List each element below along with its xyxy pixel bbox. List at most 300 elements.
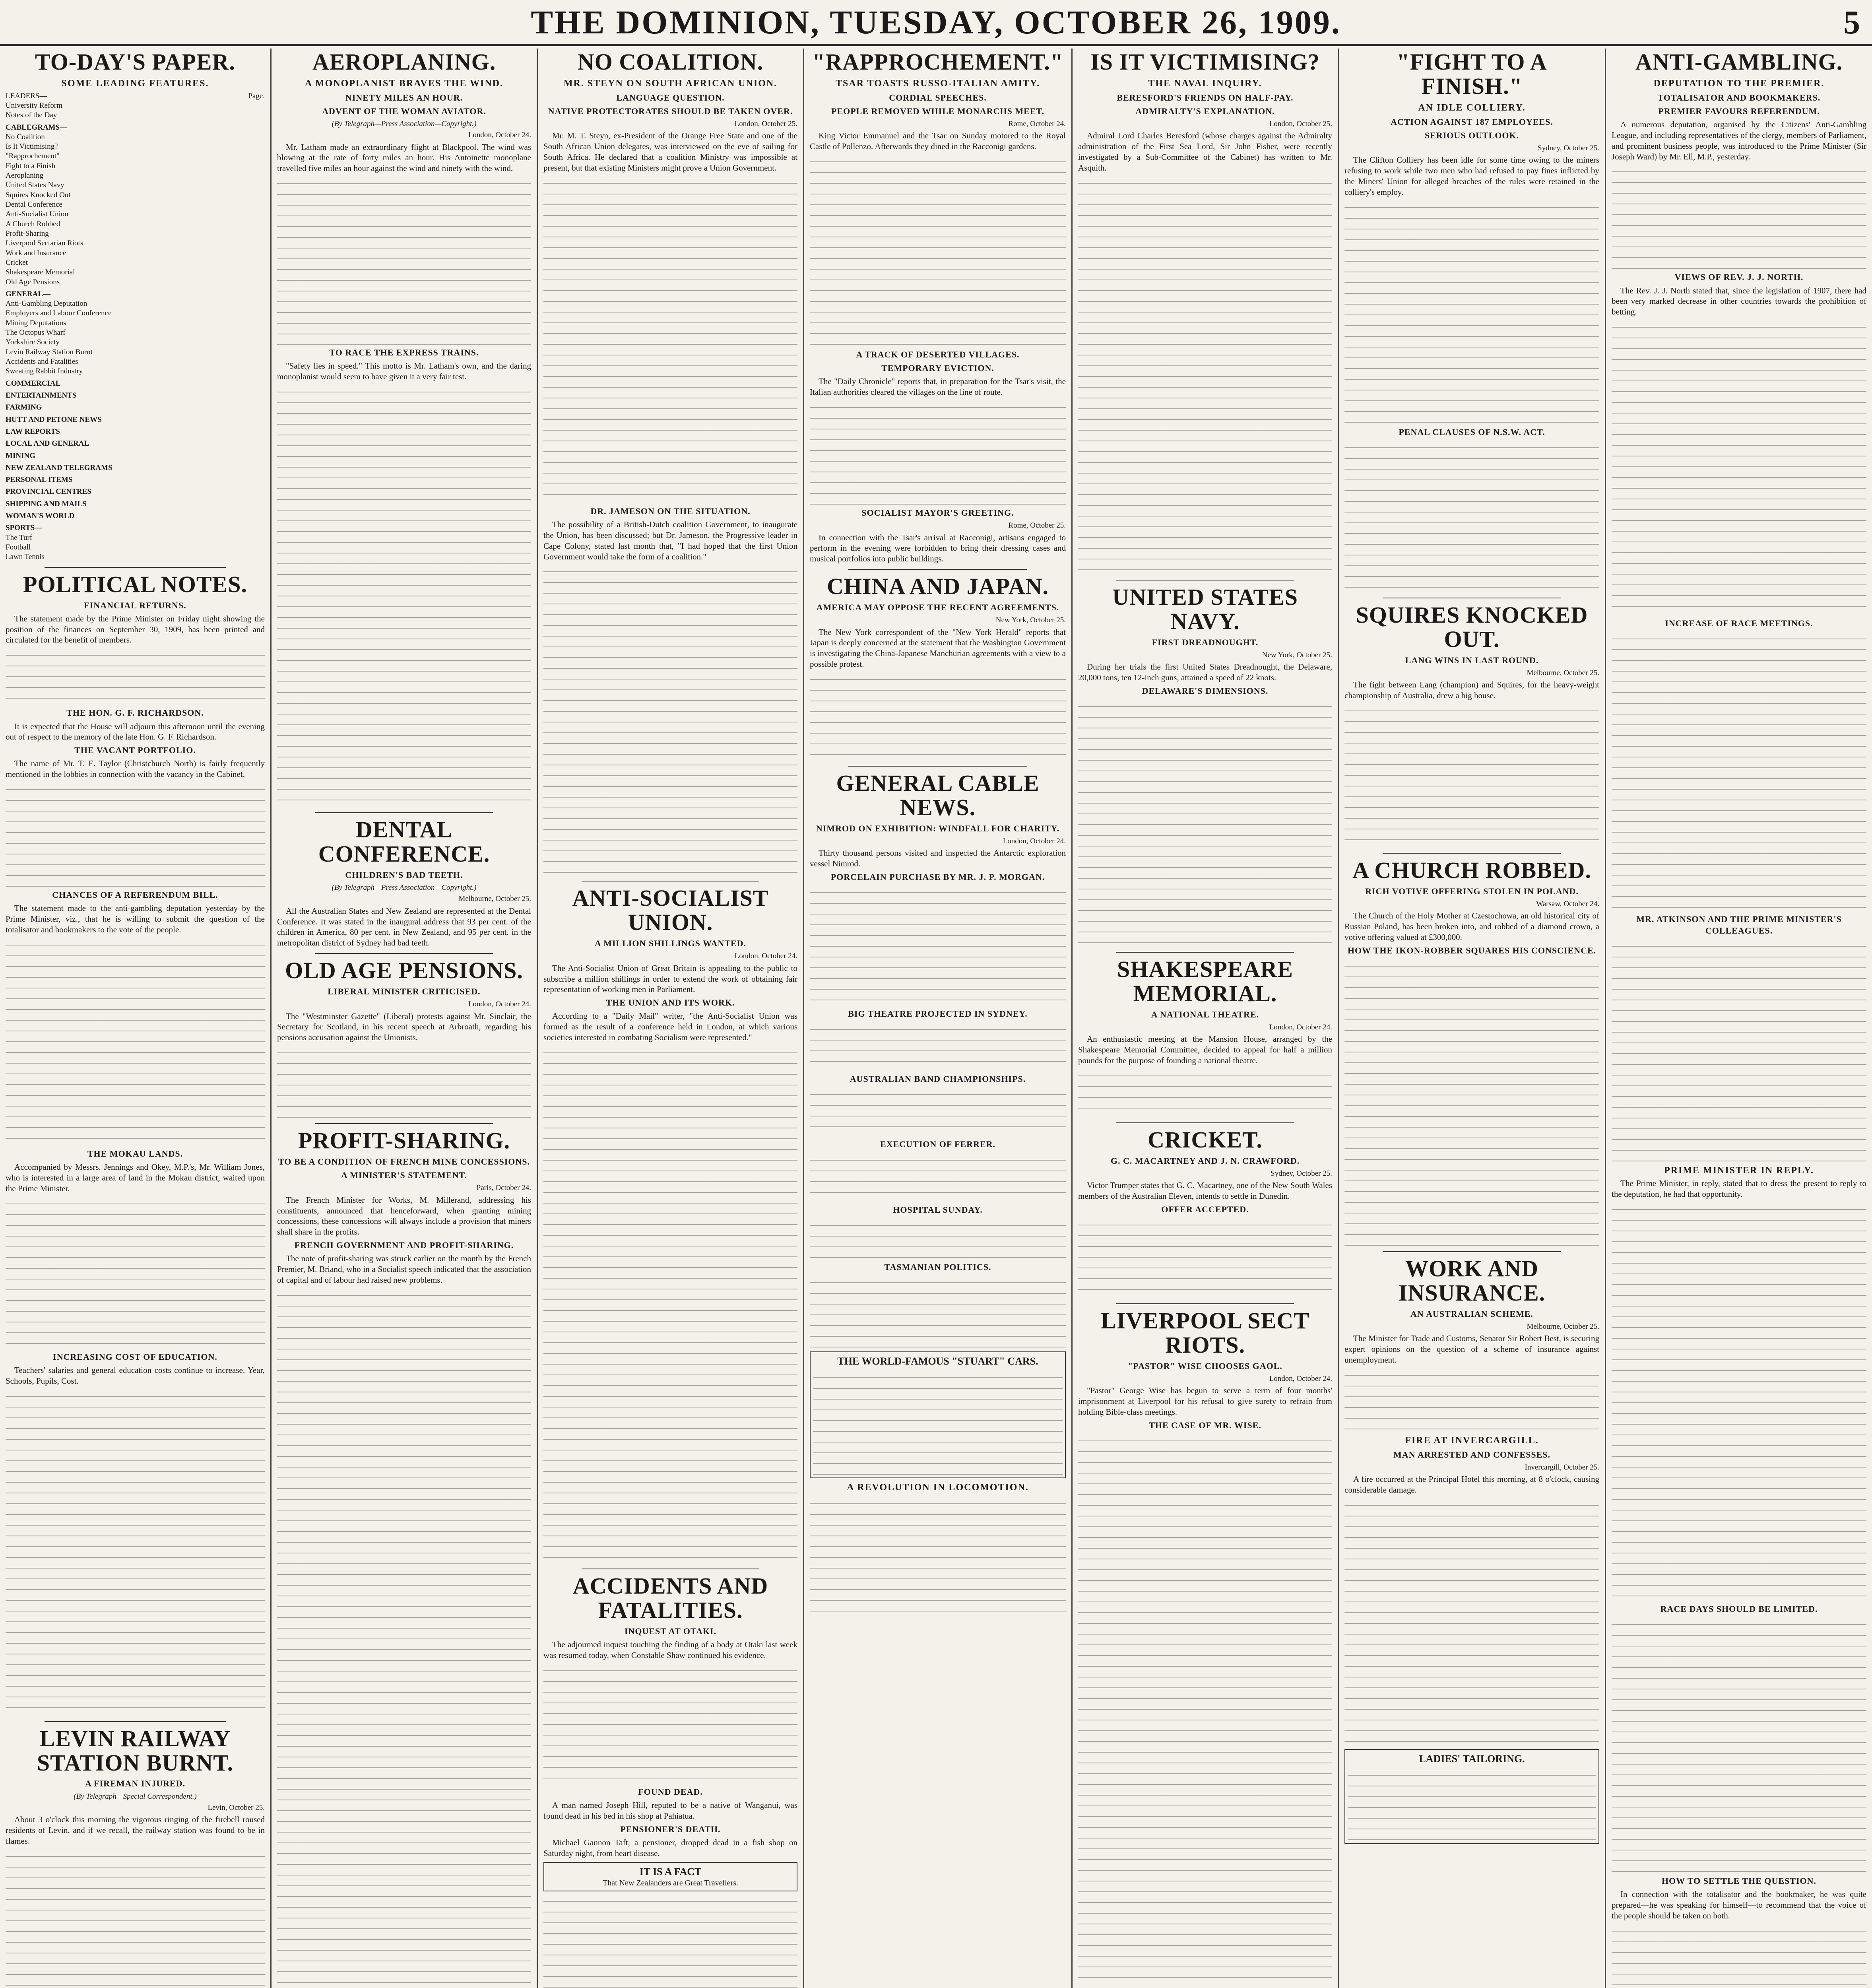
index-item-label: Lawn Tennis xyxy=(6,553,45,561)
lang-wins-subheading: LANG WINS IN LAST ROUND. xyxy=(1405,655,1539,665)
invercargill-text: A fire occurred at the Principal Hotel this morning, at 8 o'clock, causing considerable damage. xyxy=(1344,1474,1599,1495)
index-item xyxy=(6,171,265,181)
people-removed-subheading: PEOPLE REMOVED WHILE MONARCHS MEET. xyxy=(831,106,1044,116)
old-age-pensions-heading: OLD AGE PENSIONS. xyxy=(285,957,523,984)
million-shillings-subheading: A MILLION SHILLINGS WANTED. xyxy=(594,938,747,949)
divider xyxy=(848,569,1028,570)
ad-title: IT IS A FACT xyxy=(639,1866,702,1877)
aeroplaning-heading: AEROPLANING. xyxy=(312,49,496,75)
education-subheading: INCREASING COST OF EDUCATION. xyxy=(53,1351,217,1362)
article-text-lines xyxy=(1612,1204,1866,1601)
index-item-label: United States Navy xyxy=(6,181,64,190)
index-item-label: Is It Victimising? xyxy=(6,142,58,151)
language-question-subheading: LANGUAGE QUESTION. xyxy=(616,92,725,103)
index-item-label: Football xyxy=(6,543,31,552)
index-section-label xyxy=(6,511,265,521)
levin-fire-heading: LEVIN RAILWAY STATION BURNT. xyxy=(37,1725,234,1776)
article-text-lines xyxy=(1078,1435,1332,1988)
article-text-lines xyxy=(6,1850,265,1988)
shakespeare-heading: SHAKESPEARE MEMORIAL. xyxy=(1117,956,1293,1006)
column-2 xyxy=(270,49,537,1988)
tsar-toasts-subheading: TSAR TOASTS RUSSO-ITALIAN AMITY. xyxy=(836,78,1040,89)
index-item-label: PROVINCIAL CENTRES xyxy=(6,487,91,496)
divider xyxy=(1116,952,1294,953)
cordial-speeches-subheading: CORDIAL SPEECHES. xyxy=(889,92,987,103)
article-text-lines xyxy=(810,1089,1066,1136)
jameson-subheading: DR. JAMESON ON THE SITUATION. xyxy=(590,506,751,516)
column-1 xyxy=(0,49,270,1988)
article-text-lines xyxy=(1078,701,1332,947)
index-item-label: Aeroplaning xyxy=(6,171,43,180)
index-section-label xyxy=(6,403,265,412)
china-japan-text: The New York correspondent of the "New York Herald" reports that Japan is deeply concerned at the statement that the Washington Government is investigating the China-Japanese Manchurian agreements with a view to a possible protest. xyxy=(810,627,1066,669)
index-item-label: MINING xyxy=(6,451,35,460)
article-text-lines xyxy=(1344,1369,1599,1433)
article-text-lines xyxy=(277,386,531,808)
woman-aviator-subheading: ADVENT OF THE WOMAN AVIATOR. xyxy=(322,106,486,116)
jameson-text: The possibility of a British-Dutch coalition Government, to inaugurate the Union, has been discussed; but Dr. Jameson, the Progressive leader in Cape Colony, stated last month that, "I had hoped that the first Union Government would take the form of a coalition." xyxy=(543,519,797,561)
ad-text-lines xyxy=(1348,1769,1596,1841)
deserted-villages-text: The "Daily Chronicle" reports that, in preparation for the Tsar's visit, the Italian authorities cleared the villages on the line of route. xyxy=(810,377,1066,397)
tailoring-advertisement xyxy=(1344,1749,1599,1844)
anti-gambling-text: A numerous deputation, organised by the Citizens' Anti-Gambling League, and including representatives of the clergy, members of Parliament, and prominent business people, was introduced to the Prime Minister (Sir Joseph Ward) by Mr. Ell, M.P., yesterday. xyxy=(1612,119,1866,161)
masthead xyxy=(0,0,1872,46)
church-robbed-text: The Church of the Holy Mother at Czestochowa, an old historical city of Russian Poland, has been broken into, and robbed of a diamond crown, a votive offering valued at £300,000. xyxy=(1344,911,1599,942)
article-text-lines xyxy=(810,1277,1066,1348)
dateline: Sydney, October 25. xyxy=(1538,144,1599,152)
index-item-label: Old Age Pensions xyxy=(6,278,60,286)
index-item xyxy=(6,367,265,376)
insurance-text: The Minister for Trade and Customs, Senator Sir Robert Best, is securing expert opinions on the question of a scheme of insurance against unemployment. xyxy=(1344,1334,1599,1365)
index-item-label: Profit-Sharing xyxy=(6,229,49,238)
todays-paper-heading: TO-DAY'S PAPER. xyxy=(35,49,235,75)
ad-title: THE WORLD-FAMOUS "STUART" CARS. xyxy=(837,1355,1038,1367)
index-item-label: Levin Railway Station Burnt xyxy=(6,348,93,356)
article-text-lines xyxy=(1078,1070,1332,1118)
column-7 xyxy=(1605,49,1872,1988)
index-section-label xyxy=(6,451,265,461)
article-text-lines xyxy=(810,156,1066,347)
index-section-label xyxy=(6,523,265,533)
dateline: Paris, October 24. xyxy=(476,1184,531,1192)
column-3 xyxy=(537,49,803,1988)
native-protectorates-subheading: NATIVE PROTECTORATES SHOULD BE TAKEN OVER. xyxy=(548,106,793,116)
article-text-lines xyxy=(1344,960,1599,1246)
index-header xyxy=(6,91,265,101)
french-government-text: The note of profit-sharing was struck earlier on the month by the French Premier, M. Briand, who in a Socialist speech indicated that the association of capital and of labour had raised new problems. xyxy=(277,1254,531,1285)
index-item-label: CABLEGRAMS— xyxy=(6,123,68,132)
article-text-lines xyxy=(6,784,265,887)
financial-returns-subheading: FINANCIAL RETURNS. xyxy=(84,600,186,610)
article-text-lines xyxy=(277,1289,531,1988)
byline: (By Telegraph—Press Association—Copyright.) xyxy=(332,119,477,128)
dateline: New York, October 25. xyxy=(995,616,1066,625)
nimrod-subheading: NIMROD ON EXHIBITION: WINDFALL FOR CHARITY. xyxy=(816,823,1060,833)
north-views-subheading: VIEWS OF REV. J. J. NORTH. xyxy=(1674,272,1804,282)
index-item-label: Sweating Rabbit Industry xyxy=(6,367,83,376)
fireman-injured-subheading: A FIREMAN INJURED. xyxy=(85,1778,186,1789)
index-section-label xyxy=(6,379,265,388)
political-notes-heading: POLITICAL NOTES. xyxy=(23,571,247,597)
profit-sharing-text: The French Minister for Works, M. Millerand, addressing his constituents, announced that henceforward, when granting mining concessions, these concessions will always include a provision that miners shall share in the profits. xyxy=(277,1195,531,1237)
divider xyxy=(315,812,493,813)
index-item-label: The Octopus Wharf xyxy=(6,328,66,337)
index-item-label: GENERAL— xyxy=(6,289,50,298)
rapprochement-heading: "RAPPROCHEMENT." xyxy=(812,49,1063,75)
divider xyxy=(1383,1251,1561,1252)
dateline: London, October 24. xyxy=(734,952,797,961)
index-section-label xyxy=(6,487,265,497)
offer-accepted-subheading: OFFER ACCEPTED. xyxy=(1161,1204,1249,1214)
us-navy-text: During her trials the first United States Dreadnought, the Delaware, 20,000 tons, ten 12-inch guns, attained a speed of 22 knots. xyxy=(1078,662,1332,682)
votive-offering-subheading: RICH VOTIVE OFFERING STOLEN IN POLAND. xyxy=(1365,886,1579,896)
union-work-subheading: THE UNION AND ITS WORK. xyxy=(606,998,735,1008)
atkinson-subheading: MR. ATKINSON AND THE PRIME MINISTER'S COLLEAGUES. xyxy=(1636,914,1842,936)
index-item xyxy=(6,219,265,229)
dateline: Melbourne, October 25. xyxy=(1527,668,1599,677)
dateline: London, October 25. xyxy=(1269,119,1332,128)
minister-criticised-subheading: LIBERAL MINISTER CRITICISED. xyxy=(328,986,481,997)
index-item-label: ENTERTAINMENTS xyxy=(6,391,77,400)
dateline: New York, October 25. xyxy=(1262,650,1332,659)
dateline: Rome, October 25. xyxy=(1008,521,1066,530)
article-text-lines xyxy=(1344,1499,1599,1746)
inquest-text: The adjourned inquest touching the finding of a body at Otaki last week was resumed today, when Constable Shaw continued his evidence. xyxy=(543,1639,797,1660)
profit-sharing-heading: PROFIT-SHARING. xyxy=(298,1128,510,1154)
index-section-label xyxy=(6,439,265,448)
totalisator-subheading: TOTALISATOR AND BOOKMAKERS. xyxy=(1657,92,1821,103)
ad-title: LADIES' TAILORING. xyxy=(1419,1753,1525,1765)
index-item-label: Yorkshire Society xyxy=(6,338,60,347)
dateline: London, October 24. xyxy=(468,1000,531,1009)
express-trains-subheading: TO RACE THE EXPRESS TRAINS. xyxy=(329,348,479,358)
tasmanian-politics-subheading: TASMANIAN POLITICS. xyxy=(884,1262,991,1272)
morgan-subheading: PORCELAIN PURCHASE BY MR. J. P. MORGAN. xyxy=(830,872,1045,882)
index-item xyxy=(6,258,265,268)
index-item xyxy=(6,338,265,347)
article-text-lines xyxy=(6,1390,265,1716)
article-text-lines xyxy=(6,649,265,705)
index-item-label: No Coalition xyxy=(6,132,45,141)
dental-text: All the Australian States and New Zealand are represented at the Dental Conference. It was stated in the inaugural address that 93 per cent. of the children in America, 80 per cent. in New Zealand, and 95 per cent. in the metropolitan district of Sydney had bad teeth. xyxy=(277,906,531,948)
index-item-label: Mining Deputations xyxy=(6,318,66,327)
vacant-portfolio-subheading: THE VACANT PORTFOLIO. xyxy=(74,745,196,755)
index-item-label: Cricket xyxy=(6,258,28,267)
index-item-label: Accidents and Fatalities xyxy=(6,357,78,366)
index-section-label xyxy=(6,427,265,437)
levin-fire-text: About 3 o'clock this morning the vigorous ringing of the firebell roused residents of Levin, and if we recall, the railway station was found to be in flames. xyxy=(6,1815,265,1846)
race-days-subheading: RACE DAYS SHOULD BE LIMITED. xyxy=(1660,1604,1818,1614)
victimising-heading: IS IT VICTIMISING? xyxy=(1090,49,1320,75)
index-item xyxy=(6,278,265,287)
divider xyxy=(315,1123,493,1124)
index-item xyxy=(6,161,265,171)
china-japan-heading: CHINA AND JAPAN. xyxy=(827,573,1049,600)
index-item-label: University Reform xyxy=(6,101,63,110)
index-item xyxy=(6,248,265,258)
referendum-subheading: CHANCES OF A REFERENDUM BILL. xyxy=(52,890,218,900)
index-item-label: HUTT AND PETONE NEWS xyxy=(6,415,102,424)
deserted-villages-subheading: A TRACK OF DESERTED VILLAGES. xyxy=(856,349,1020,359)
article-text-lines xyxy=(6,939,265,1146)
first-dreadnought-subheading: FIRST DREADNOUGHT. xyxy=(1152,637,1259,647)
dateline: Levin, October 25. xyxy=(208,1803,265,1812)
divider xyxy=(848,766,1028,767)
index-item-label: "Rapprochement" xyxy=(6,152,60,161)
divider xyxy=(1116,1303,1294,1304)
cricket-text: Victor Trumper states that G. C. Macartney, one of the New South Wales members of the Australian Eleven, intends to settle in Dunedin. xyxy=(1078,1180,1332,1201)
index-item-label: LOCAL AND GENERAL xyxy=(6,439,89,448)
locomotion-subheading: A REVOLUTION IN LOCOMOTION. xyxy=(847,1482,1029,1493)
rapprochement-text: King Victor Emmanuel and the Tsar on Sunday motored to the Royal Castle of Pollenzo. Afterwards they dined in the Racconigi gardens. xyxy=(810,131,1066,151)
index-item xyxy=(6,210,265,219)
article-text-lines xyxy=(543,566,797,876)
index-item xyxy=(6,190,265,200)
deputation-subheading: DEPUTATION TO THE PREMIER. xyxy=(1653,78,1825,89)
colliery-text: The Clifton Colliery has been idle for some time owing to the miners refusing to work while two men who had refused to pay fines inflicted by the Miners' Union for alleged breaches of the rules were retained in the colliery's employ. xyxy=(1344,155,1599,197)
leading-features-subheading: SOME LEADING FEATURES. xyxy=(61,78,209,89)
dateline: London, October 24. xyxy=(1269,1374,1332,1383)
index-item xyxy=(6,309,265,318)
delaware-dimensions-subheading: DELAWARE'S DIMENSIONS. xyxy=(1142,685,1269,696)
index-item-label: Fight to a Finish xyxy=(6,161,56,170)
union-work-text: According to a "Daily Mail" writer, "the Anti-Socialist Union was formed as the result of a conference held in London, at which various societies interested in combating Socialism were represented." xyxy=(543,1011,797,1043)
index-item xyxy=(6,268,265,277)
mine-concessions-subheading: TO BE A CONDITION OF FRENCH MINE CONCESSIONS. xyxy=(278,1157,530,1167)
prime-minister-reply-subheading: PRIME MINISTER IN REPLY. xyxy=(1664,1165,1814,1176)
column-6 xyxy=(1338,49,1605,1988)
race-meetings-subheading: INCREASE OF RACE MEETINGS. xyxy=(1665,618,1813,629)
half-pay-subheading: BERESFORD'S FRIENDS ON HALF-PAY. xyxy=(1117,92,1294,103)
divider xyxy=(1116,1122,1294,1123)
article-text-lines xyxy=(810,1154,1066,1202)
index-item-label: PERSONAL ITEMS xyxy=(6,476,73,484)
column-5 xyxy=(1071,49,1338,1988)
dateline: Melbourne, October 25. xyxy=(1527,1322,1599,1331)
idle-colliery-subheading: AN IDLE COLLIERY. xyxy=(1418,102,1526,113)
article-text-lines xyxy=(810,1023,1066,1071)
article-text-lines xyxy=(6,1198,265,1349)
hospital-sunday-subheading: HOSPITAL SUNDAY. xyxy=(893,1204,983,1215)
index-item xyxy=(6,552,265,562)
index-item-label: A Church Robbed xyxy=(6,219,60,228)
nimrod-text: Thirty thousand persons visited and inspected the Antarctic exploration vessel Nimrod. xyxy=(810,848,1066,869)
index-item-label: Anti-Socialist Union xyxy=(6,210,68,219)
north-views-text: The Rev. J. J. North stated that, since the legislation of 1907, there had been very marked decrease in other countries towards the prohibition of betting. xyxy=(1612,285,1866,317)
page-number: 5 xyxy=(1843,4,1860,41)
case-of-wise-subheading: THE CASE OF MR. WISE. xyxy=(1149,1420,1261,1430)
america-oppose-subheading: AMERICA MAY OPPOSE THE RECENT AGREEMENTS. xyxy=(816,602,1059,613)
index-item xyxy=(6,239,265,248)
action-employees-subheading: ACTION AGAINST 187 EMPLOYEES. xyxy=(1391,116,1553,127)
index-item xyxy=(6,328,265,338)
article-text-lines xyxy=(810,674,1066,761)
index-item-label: Dental Conference xyxy=(6,200,62,209)
index-section-label xyxy=(6,391,265,400)
french-government-subheading: FRENCH GOVERNMENT AND PROFIT-SHARING. xyxy=(294,1240,514,1250)
article-text-lines xyxy=(277,1047,531,1118)
dental-conference-heading: DENTAL CONFERENCE. xyxy=(318,817,490,867)
index-item xyxy=(6,181,265,190)
travel-advertisement xyxy=(543,1862,797,1892)
article-text-lines xyxy=(543,1665,797,1784)
liverpool-text: "Pastor" George Wise has begun to serve a term of four months' imprisonment at Liverpool for his refusal to give surety to refrain from holding Bible-class meetings. xyxy=(1078,1386,1332,1417)
richardson-text: It is expected that the House will adjourn this afternoon until the evening out of respect to the memory of the late Hon. G. F. Richardson. xyxy=(6,721,265,742)
feature-index-list xyxy=(6,101,265,562)
no-coalition-text: Mr. M. T. Steyn, ex-President of the Orange Free State and one of the South African Union delegates, was interviewed on the eve of sailing for South Africa. He declared that a coalition Ministry was impossible at present, but that existing Ministers might prove a Union Government. xyxy=(543,131,797,173)
stuart-cars-advertisement xyxy=(810,1351,1066,1478)
index-item-label: The Turf xyxy=(6,533,33,542)
article-text-lines xyxy=(810,1498,1066,1617)
index-section-label xyxy=(6,499,265,509)
index-item xyxy=(6,142,265,151)
article-text-lines xyxy=(810,887,1066,1006)
socialist-mayor-subheading: SOCIALIST MAYOR'S GREETING. xyxy=(861,508,1014,518)
pensions-text: The "Westminster Gazette" (Liberal) protests against Mr. Sinclair, the Secretary for Scotland, in his recent speech at Arbroath, regarding his pensions accusation against the Unionists. xyxy=(277,1011,531,1043)
index-item xyxy=(6,543,265,552)
article-text-lines xyxy=(1612,633,1866,911)
index-item-label: Notes of the Day xyxy=(6,111,57,120)
reply-text: The Prime Minister, in reply, stated that to dress the present to reply to the deputation, he had that opportunity. xyxy=(1612,1178,1866,1199)
article-text-lines xyxy=(543,1047,797,1564)
naval-inquiry-subheading: THE NAVAL INQUIRY. xyxy=(1148,78,1262,89)
shakespeare-text: An enthusiastic meeting at the Mansion House, arranged by the Shakespeare Memorial Committee, decided to appeal for half a million pounds for the purpose of founding a national theatre. xyxy=(1078,1034,1332,1065)
index-item xyxy=(6,200,265,210)
index-section-label xyxy=(6,463,265,473)
index-item-label: Liverpool Sectarian Riots xyxy=(6,239,83,248)
index-item-label: LAW REPORTS xyxy=(6,427,60,436)
pensioner-death-text: Michael Gannon Taft, a pensioner, dropped dead in a fish shop on Saturday night, from heart disease. xyxy=(543,1837,797,1858)
temporary-eviction-subheading: TEMPORARY EVICTION. xyxy=(881,363,994,373)
ikon-robber-subheading: HOW THE IKON-ROBBER SQUARES HIS CONSCIENCE. xyxy=(1347,945,1597,955)
dateline: London, October 24. xyxy=(1269,1023,1332,1031)
ad-text: That New Zealanders are Great Travellers. xyxy=(603,1878,738,1887)
australian-scheme-subheading: AN AUSTRALIAN SCHEME. xyxy=(1410,1309,1533,1319)
masthead-title: THE DOMINION, TUESDAY, OCTOBER 26, 1909. xyxy=(531,4,1341,41)
article-text-lines xyxy=(277,178,531,345)
byline: (By Telegraph—Press Association—Copyright.) xyxy=(332,883,477,892)
socialist-mayor-text: In connection with the Tsar's arrival at Racconigi, artisans engaged to perform in the evening were forbidden to bring their dressing cases and musical portfolios into public buildings. xyxy=(810,532,1066,564)
squires-heading: SQUIRES KNOCKED OUT. xyxy=(1356,602,1588,652)
band-championships-subheading: AUSTRALIAN BAND CHAMPIONSHIPS. xyxy=(850,1074,1026,1084)
index-item xyxy=(6,151,265,161)
article-text-lines xyxy=(1612,166,1866,269)
referendum-favour-subheading: PREMIER FAVOURS REFERENDUM. xyxy=(1658,106,1820,116)
article-text-lines xyxy=(1612,940,1866,1163)
mokau-subheading: THE MOKAU LANDS. xyxy=(87,1148,183,1159)
church-robbed-heading: A CHURCH ROBBED. xyxy=(1352,857,1591,883)
index-item-label: Squires Knocked Out xyxy=(6,190,71,199)
index-section-label xyxy=(6,415,265,425)
dateline: London, October 25. xyxy=(734,119,797,128)
article-text-lines xyxy=(543,177,797,503)
aeroplaning-text: Mr. Latham made an extraordinary flight at Blackpool. The wind was blowing at the rate of forty miles an hour. His Antoinette monoplane travelled five miles an hour against the wind and ninety with the wind. xyxy=(277,142,531,173)
invercargill-fire-subheading: FIRE AT INVERCARGILL. xyxy=(1405,1435,1539,1446)
divider xyxy=(1383,853,1561,854)
ninety-miles-subheading: NINETY MILES AN HOUR. xyxy=(345,92,463,103)
index-item xyxy=(6,299,265,309)
index-item xyxy=(6,348,265,357)
dateline: Invercargill, October 25. xyxy=(1525,1463,1599,1472)
article-text-lines xyxy=(1078,1219,1332,1299)
minister-statement-subheading: A MINISTER'S STATEMENT. xyxy=(341,1170,467,1180)
index-item xyxy=(6,101,265,111)
index-item-label: COMMERCIAL xyxy=(6,379,61,388)
financial-returns-text: The statement made by the Prime Minister on Friday night showing the position of the finances on September 30, 1909, has been printed and circulated for the benefit of members. xyxy=(6,613,265,645)
serious-outlook-subheading: SERIOUS OUTLOOK. xyxy=(1424,130,1519,140)
index-header-right: Page. xyxy=(248,91,265,100)
anti-socialist-heading: ANTI-SOCIALIST UNION. xyxy=(572,885,769,936)
index-item-label: WOMAN'S WORLD xyxy=(6,512,75,520)
squires-text: The fight between Lang (champion) and Squires, for the heavy-weight championship of Australia, drew a big house. xyxy=(1344,680,1599,700)
article-text-lines xyxy=(1612,1925,1866,1988)
index-item-label: SPORTS— xyxy=(6,524,43,532)
ferrer-subheading: EXECUTION OF FERRER. xyxy=(880,1139,995,1149)
index-section-label xyxy=(6,123,265,132)
penal-clauses-subheading: PENAL CLAUSES OF N.S.W. ACT. xyxy=(1399,427,1545,437)
ad-text-lines xyxy=(813,1372,1063,1475)
index-item-label: Shakespeare Memorial xyxy=(6,268,75,277)
byline: (By Telegraph—Special Correspondent.) xyxy=(74,1792,197,1801)
fight-to-finish-heading: "FIGHT TO A FINISH." xyxy=(1397,49,1547,99)
pensioner-death-subheading: PENSIONER'S DEATH. xyxy=(620,1824,721,1834)
index-item-label: Employers and Labour Conference xyxy=(6,309,112,318)
admiralty-explanation-subheading: ADMIRALTY'S EXPLANATION. xyxy=(1135,106,1275,116)
dateline: Melbourne, October 25. xyxy=(458,895,531,903)
index-item-label: NEW ZEALAND TELEGRAMS xyxy=(6,463,113,472)
man-arrested-subheading: MAN ARRESTED AND CONFESSES. xyxy=(1393,1449,1550,1460)
index-item-label: FARMING xyxy=(6,403,42,412)
index-item xyxy=(6,111,265,120)
pastor-wise-subheading: "PASTOR" WISE CHOOSES GAOL. xyxy=(1128,1361,1282,1371)
steyn-subheading: MR. STEYN ON SOUTH AFRICAN UNION. xyxy=(563,78,778,89)
index-item xyxy=(6,229,265,239)
anti-gambling-heading: ANTI-GAMBLING. xyxy=(1635,49,1843,75)
education-text: Teachers' salaries and general education costs continue to increase. Year, Schools, Pupils, Cost. xyxy=(6,1365,265,1386)
cricket-heading: CRICKET. xyxy=(1148,1126,1263,1153)
richardson-subheading: THE HON. G. F. RICHARDSON. xyxy=(66,708,204,718)
vacant-portfolio-text: The name of Mr. T. E. Taylor (Christchurch North) is fairly frequently mentioned in the lobbies in connection with the vacancy in the Cabinet. xyxy=(6,759,265,779)
article-text-lines xyxy=(810,1219,1066,1259)
index-item xyxy=(6,318,265,328)
settle-question-subheading: HOW TO SETTLE THE QUESTION. xyxy=(1661,1876,1817,1886)
divider xyxy=(315,953,493,954)
article-text-lines xyxy=(1344,705,1599,848)
liverpool-riots-heading: LIVERPOOL SECT RIOTS. xyxy=(1101,1308,1309,1358)
article-text-lines xyxy=(810,402,1066,505)
bad-teeth-subheading: CHILDREN'S BAD TEETH. xyxy=(345,870,463,880)
index-item-label: Work and Insurance xyxy=(6,248,66,257)
index-section-label xyxy=(6,475,265,485)
anti-socialist-text: The Anti-Socialist Union of Great Britain is appealing to the public to subscribe a million shillings in order to extend the work of obtaining fair representation of working men in Parliament. xyxy=(543,963,797,994)
work-insurance-heading: WORK AND INSURANCE. xyxy=(1398,1255,1546,1306)
dateline: Warsaw, October 24. xyxy=(1536,899,1599,908)
index-item xyxy=(6,357,265,367)
macartney-subheading: G. C. MACARTNEY AND J. N. CRAWFORD. xyxy=(1110,1155,1300,1166)
settle-question-text: In connection with the totalisator and the bookmaker, he was quite prepared—he was speaking for himself—to recommend that the voice of the people should be taken on both. xyxy=(1612,1889,1866,1921)
us-navy-heading: UNITED STATES NAVY. xyxy=(1112,584,1298,634)
index-item xyxy=(6,533,265,543)
article-text-lines xyxy=(543,1895,797,1988)
referendum-text: The statement made to the anti-gambling deputation yesterday by the Prime Minister, viz., that he is willing to submit the question of the totalisator and bookmakers to the vote of the people. xyxy=(6,903,265,935)
monoplanist-subheading: A MONOPLANIST BRAVES THE WIND. xyxy=(305,78,503,89)
national-theatre-subheading: A NATIONAL THEATRE. xyxy=(1151,1009,1259,1019)
dateline: Sydney, October 25. xyxy=(1271,1169,1332,1178)
victimising-text: Admiral Lord Charles Beresford (whose charges against the Admiralty administration of the First Sea Lord, Sir John Fisher, were recently investigated by a Sub-Committee of the Cabinet) has written to Mr. Asquith. xyxy=(1078,131,1332,173)
index-section-label xyxy=(6,289,265,299)
express-trains-text: "Safety lies in speed." This motto is Mr. Latham's own, and the daring monoplanist would seem to have given it a very fair test. xyxy=(277,361,531,382)
no-coalition-heading: NO COALITION. xyxy=(577,49,764,75)
